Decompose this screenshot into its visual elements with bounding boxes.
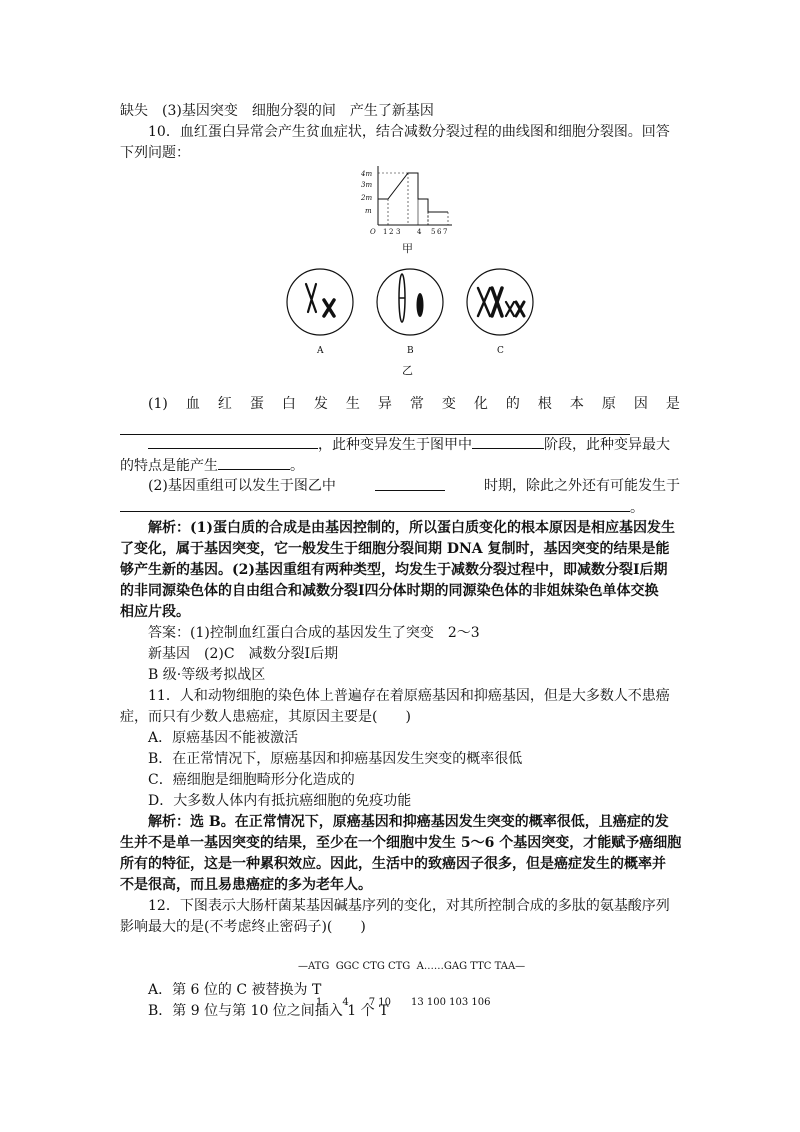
figure-yi-caption: 乙 [402,364,413,377]
question-10-1-cont: ，此种变异发生于图甲中 阶段，此种变异最大 [148,434,680,456]
analysis-line: 相应片段。 [120,604,190,620]
origin-label: O [370,228,376,236]
x-tick-label: 7 [443,228,448,236]
analysis-line: 所有的特征，这是一种累积效应。因此，生活中的致癌因子很多，但是癌症发生的概率并 [120,856,666,872]
y-tick-label: 4m [361,170,373,178]
question-char: 根 [537,396,552,412]
analysis-line: 了变化，属于基因突变，它一般发生于细胞分裂间期 DNA 复制时，基因突变的结果是能 [120,541,670,557]
question-11-stem: 11．人和动物细胞的染色体上普遍存在着原癌基因和抑癌基因，但是大多数人不患癌 [148,688,670,704]
sequence-bases: —ATG GGC CTG CTG A……GAG TTC TAA— [298,961,526,972]
answer-line: 新基因 (2)C 减数分裂Ⅰ后期 [148,646,339,662]
step-curve [378,173,448,212]
cell-a-chromosomes [306,284,334,316]
figure-jia-chart [360,160,460,240]
x-tick-label: 6 [437,228,442,236]
question-char: 常 [409,396,424,412]
cell-label: C [497,346,504,356]
answer-line: 答案：(1)控制血红蛋白合成的基因发生了突变 2～3 [148,625,480,641]
question-char: 变 [441,396,456,412]
question-10-stem: 10．血红蛋白异常会产生贫血症状，结合减数分裂过程的曲线图和细胞分裂图。回答 [148,124,670,140]
y-tick-label: 2m [361,194,373,202]
question-char: 白 [281,396,296,412]
question-char: 的 [505,396,520,412]
text-line: 下列问题： [120,145,190,161]
section-heading: B 级·等级考拟战区 [148,667,266,683]
question-12-stem: 影响最大的是(不考虑终止密码子)( ) [120,919,366,935]
cell-a [287,269,353,335]
y-tick-label: 3m [361,181,373,189]
question-char: 本 [569,396,584,412]
question-char: 原 [601,396,616,412]
cell-b [377,269,443,335]
cell-label: B [407,346,414,356]
analysis-line: 不是很高，而且易患癌症的多为老年人。 [120,877,372,893]
cell-b-chromosomes [399,274,424,322]
question-10-1 [148,394,680,415]
question-char: 因 [633,396,648,412]
y-tick-label: m [365,207,372,215]
x-tick-label: 3 [396,228,401,236]
text-line: 缺失 (3)基因突变 细胞分裂的间 产生了新基因 [120,103,434,119]
question-char: 异 [377,396,392,412]
analysis-line: 的非同源染色体的自由组合和减数分裂Ⅰ四分体时期的同源染色体的非姐妹染色单体交换 [120,583,659,599]
analysis-line: 解析：(1)蛋白质的合成是由基因控制的，所以蛋白质变化的根本原因是相应基因发生 [148,520,675,536]
sequence-positions: 1 4 7 10 13 100 103 106 [316,997,491,1008]
question-char: 红 [217,396,232,412]
option-b: B．第 9 位与第 10 位之间插入 1 个 T [148,1003,389,1019]
x-tick-label: 4 [417,228,422,236]
x-tick-label: 5 [431,228,436,236]
question-char: 是 [665,396,680,412]
cell-c-chromosomes [478,288,524,316]
question-10-2-cont: 。 [120,497,680,519]
option-b: B．在正常情况下，原癌基因和抑癌基因发生突变的概率很低 [148,751,523,767]
cell-label: A [317,346,324,356]
option-a: A．原癌基因不能被激活 [148,730,299,746]
analysis-line: 够产生新的基因。(2)基因重组有两种类型，均发生于减数分裂过程中，即减数分裂Ⅰ后期 [120,562,668,578]
option-d: D．大多数人体内有抵抗癌细胞的免疫功能 [148,793,412,809]
question-char: 蛋 [249,396,264,412]
x-tick-label: 2 [389,228,394,236]
question-11-stem: 症，而只有少数人患癌症，其原因主要是( ) [120,709,411,725]
figure-yi-cells [280,262,540,362]
question-char: 生 [345,396,360,412]
option-c: C．癌细胞是细胞畸形分化造成的 [148,772,355,788]
option-a: A．第 6 位的 C 被替换为 T [148,982,322,998]
question-12-stem: 12．下图表示大肠杆菌某基因碱基序列的变化，对其所控制合成的多肽的氨基酸序列 [148,898,670,914]
figure-jia-caption: 甲 [402,242,413,255]
x-tick-label: 1 [383,228,388,236]
analysis-line: 生并不是单一基因突变的结果，至少在一个细胞中发生 5～6 个基因突变，才能赋予癌细胞 [120,835,682,851]
analysis-line: 解析：选 B。在正常情况下，原癌基因和抑癌基因发生突变的概率很低，且癌症的发 [148,814,669,830]
question-char: 发 [313,396,328,412]
question-char: 化 [473,396,488,412]
question-10-1-end: 的特点是能产生 。 [120,455,680,477]
question-char: 血 [185,396,200,412]
question-10-2: (2)基因重组可以发生于图乙中 时期，除此之外还有可能发生于 [148,478,680,494]
question-char: (1) [148,396,168,412]
